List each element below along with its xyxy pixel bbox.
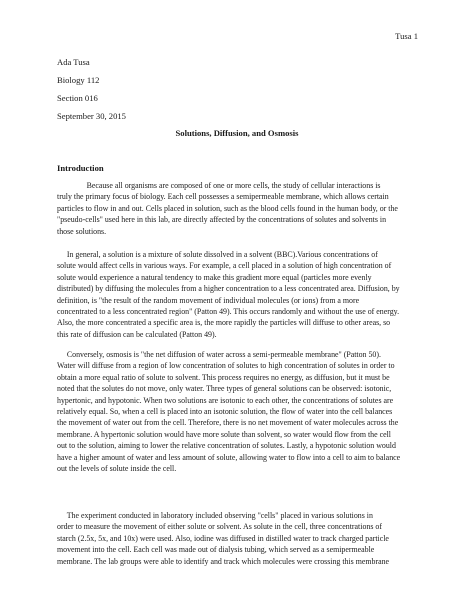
text-line: noted that the solutes do not move, only water. Three types of general solutions can be observed: isotonic,	[57, 384, 392, 394]
text-line: concentrated to a less concentrated region" (Patton 49). This occurs randomly and without the use of energy.	[57, 307, 400, 317]
text-line: Water will diffuse from a region of low concentration of solutes to high concentration of solutes in order to	[57, 361, 395, 371]
section-heading: Introduction	[57, 163, 104, 173]
text-line: this rate of diffusion can be calculated (Patton 49).	[57, 329, 217, 339]
text-line: movement into the cell. Each cell was made out of dialysis tubing, which served as a semipermeable	[57, 545, 375, 555]
author-name: Ada Tusa	[57, 57, 90, 67]
text-line: those solutions.	[57, 226, 107, 236]
text-line: Conversely, osmosis is "the net diffusion of water across a semi-permeable membrane" (Patton 50).	[57, 350, 381, 359]
text-line: the movement of water out from the cell. Therefore, there is no net movement of water molecules across the	[57, 418, 399, 428]
text-line: out the levels of solute inside the cell.	[57, 464, 177, 474]
text-line: order to measure the movement of either solute or solvent. As solute in the cell, three concentrations of	[57, 522, 382, 532]
text-line: membrane. A hypertonic solution would have more solute than solvent, so water would flow from the cell	[57, 429, 391, 439]
section-number: Section 016	[57, 93, 98, 103]
paragraph-4	[57, 510, 427, 567]
paragraph-1	[57, 180, 427, 237]
text-line: membrane. The lab groups were able to identify and track which molecules were crossing this membrane	[57, 556, 390, 566]
course-name: Biology 112	[57, 75, 100, 85]
text-line: Because all organisms are composed of one or more cells, the study of cellular interactions is	[57, 181, 381, 190]
date: September 30, 2015	[57, 111, 126, 121]
paper-title: Solutions, Diffusion, and Osmosis	[175, 128, 299, 138]
text-line: solute would experience a natural tendency to make this gradient more equal (particles more evenly	[57, 272, 372, 282]
text-line: solute would affect cells in various ways. For example, a cell placed in a solution of high concentration of	[57, 261, 392, 271]
text-line: definition, is "the result of the random movement of individual molecules (or ions) from a more	[57, 295, 360, 305]
text-line: The experiment conducted in laboratory included observing "cells" placed in various solutions in	[57, 511, 373, 520]
paragraph-2	[57, 249, 427, 340]
text-line: In general, a solution is a mixture of solute dissolved in a solvent (BBC).Various concentrations of	[57, 250, 378, 259]
text-line: out to the solution, aiming to lower the relative concentration of solutes. Lastly, a hypotonic solution would	[57, 441, 396, 451]
text-line: obtain a more equal ratio of solute to solvent. This process requires no energy, as diffusion, but it must be	[57, 372, 390, 382]
text-line: relatively equal. So, when a cell is placed into an isotonic solution, the flow of water into the cell balances	[57, 407, 393, 417]
text-line: particles to flow in and out. Cells placed in solution, such as the blood cells found in the human body, or the	[57, 203, 398, 213]
text-line: Also, the more concentrated a specific area is, the more rapidly the particles will diffuse to other areas, so	[57, 318, 391, 328]
text-line: distributed) by diffusing the molecules from a higher concentration to a less concentrated area. Diffusion, by	[57, 284, 400, 294]
text-line: starch (2.5x, 5x, and 10x) were used. Also, iodine was diffused in distilled water to track charged particle	[57, 533, 389, 543]
text-line: hypertonic, and hypotonic. When two solutions are isotonic to each other, the concentrations of solutes are	[57, 395, 394, 405]
text-line: truly the primary focus of biology. Each cell possesses a semipermeable membrane, which allows certain	[57, 192, 389, 202]
running-head: Tusa 1	[395, 31, 418, 41]
paragraph-3	[57, 349, 427, 474]
text-line: "pseudo-cells" used here in this lab, are directly affected by the concentrations of solutes and solvents in	[57, 215, 387, 225]
text-line: have a higher amount of water and less amount of solute, allowing water to flow into a cell to aim to balance	[57, 452, 401, 462]
